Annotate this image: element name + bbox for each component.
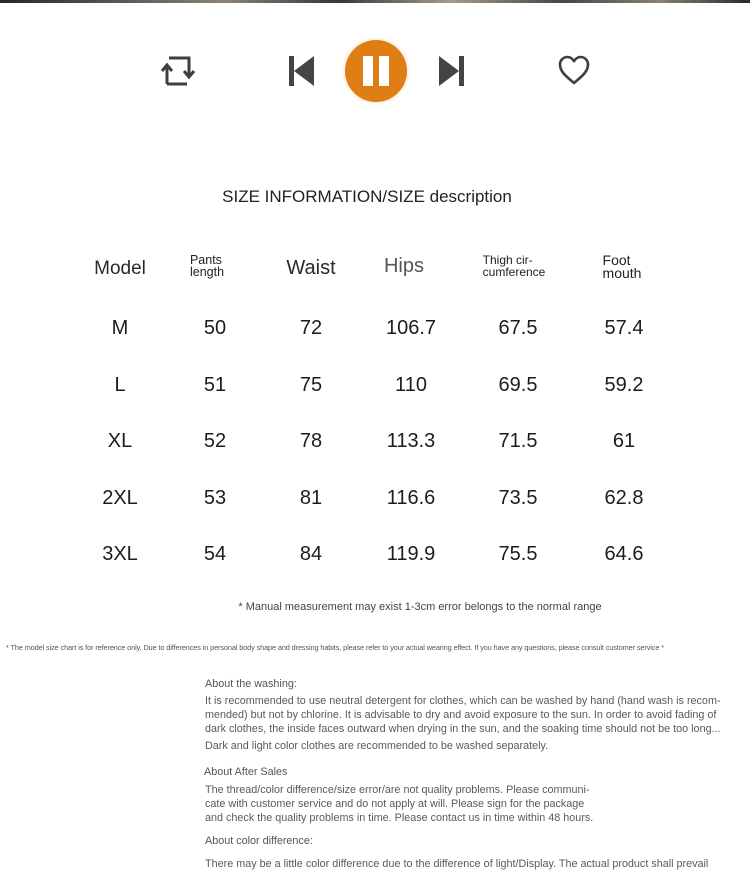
cell-model: L [114, 374, 126, 396]
cell-waist: 84 [299, 543, 323, 565]
header-model: Model [94, 258, 146, 279]
skip-previous-icon [286, 54, 316, 88]
header-line: length [189, 265, 225, 279]
after-sales-heading: About After Sales [204, 766, 288, 778]
favorite-button[interactable] [555, 52, 593, 88]
header-pants-length [190, 254, 224, 278]
cell-foot-mouth: 62.8 [604, 487, 644, 509]
cell-hips: 116.6 [386, 487, 436, 509]
washing-extra: Dark and light color clothes are recommended to be washed separately. [205, 740, 549, 752]
cell-foot-mouth: 59.2 [604, 374, 644, 396]
cell-hips: 110 [395, 374, 427, 396]
cell-waist: 75 [299, 374, 323, 396]
cell-model: XL [107, 430, 133, 452]
cell-thigh: 75.5 [498, 543, 538, 565]
cell-model: M [111, 317, 129, 339]
cell-thigh: 71.5 [498, 430, 538, 452]
header-foot-mouth [603, 254, 642, 280]
washing-line: dark clothes, the inside faces outward when drying in the sun, and the soaking time should not be too long... [205, 723, 721, 735]
after-sales-body [205, 783, 745, 825]
cell-foot-mouth: 57.4 [604, 317, 644, 339]
color-difference-body: There may be a little color difference due to the difference of light/Display. The actual product shall prevail [205, 858, 709, 870]
cell-waist: 78 [299, 430, 323, 452]
after-sales-line: The thread/color difference/size error/are not quality problems. Please communi- [205, 784, 590, 796]
cell-waist: 72 [299, 317, 323, 339]
header-line: Foot [602, 252, 631, 268]
header-hips: Hips [383, 255, 425, 277]
skip-next-icon [437, 54, 467, 88]
reference-note: * The model size chart is for reference only. Due to differences in personal body shape and dressing habits, please refer to your actual wearing effect. If you have any questions, please consult customer service * [6, 643, 664, 652]
cell-hips: 106.7 [385, 317, 437, 339]
cell-model: 2XL [102, 487, 138, 509]
washing-body [205, 694, 745, 736]
cell-pants-length: 54 [203, 543, 227, 565]
header-thigh-circumference [483, 254, 546, 278]
cell-pants-length: 51 [203, 374, 227, 396]
pause-icon [363, 56, 373, 86]
page-title: SIZE INFORMATION/SIZE description [222, 187, 512, 206]
header-line: Thigh cir- [482, 253, 533, 267]
after-sales-line: and check the quality problems in time. Please contact us in time within 48 hours. [205, 812, 594, 824]
cell-hips: 119.9 [386, 543, 436, 565]
header-line: cumference [482, 265, 546, 279]
washing-heading: About the washing: [205, 678, 297, 690]
color-difference-heading: About color difference: [205, 835, 313, 847]
washing-line: It is recommended to use neutral detergent for clothes, which can be washed by hand (hand wash is recom- [205, 695, 721, 707]
cell-model: 3XL [102, 543, 138, 565]
cell-hips: 113.3 [386, 430, 436, 452]
after-sales-line: cate with customer service and do not apply at will. Please sign for the package [205, 798, 585, 810]
previous-button[interactable] [283, 52, 319, 90]
cell-foot-mouth: 64.6 [604, 543, 644, 565]
header-line: Pants [189, 253, 222, 267]
cell-waist: 81 [299, 487, 323, 509]
top-image-edge [0, 0, 750, 3]
repeat-button[interactable] [157, 52, 199, 90]
cell-pants-length: 53 [203, 487, 227, 509]
next-button[interactable] [434, 52, 470, 90]
washing-line: mended) but not by chlorine. It is advisable to dry and avoid exposure to the sun. In order to avoid fading of [205, 709, 717, 721]
header-line: mouth [602, 265, 642, 281]
heart-icon [557, 54, 591, 86]
cell-pants-length: 50 [203, 317, 227, 339]
pause-icon-bar [379, 56, 389, 86]
cell-thigh: 67.5 [498, 317, 538, 339]
repeat-icon [159, 54, 197, 88]
cell-thigh: 73.5 [498, 487, 538, 509]
cell-thigh: 69.5 [498, 374, 538, 396]
pause-button[interactable] [345, 40, 407, 102]
header-waist: Waist [286, 257, 336, 279]
cell-foot-mouth: 61 [612, 430, 636, 452]
measurement-note: * Manual measurement may exist 1-3cm error belongs to the normal range [238, 601, 602, 613]
cell-pants-length: 52 [203, 430, 227, 452]
